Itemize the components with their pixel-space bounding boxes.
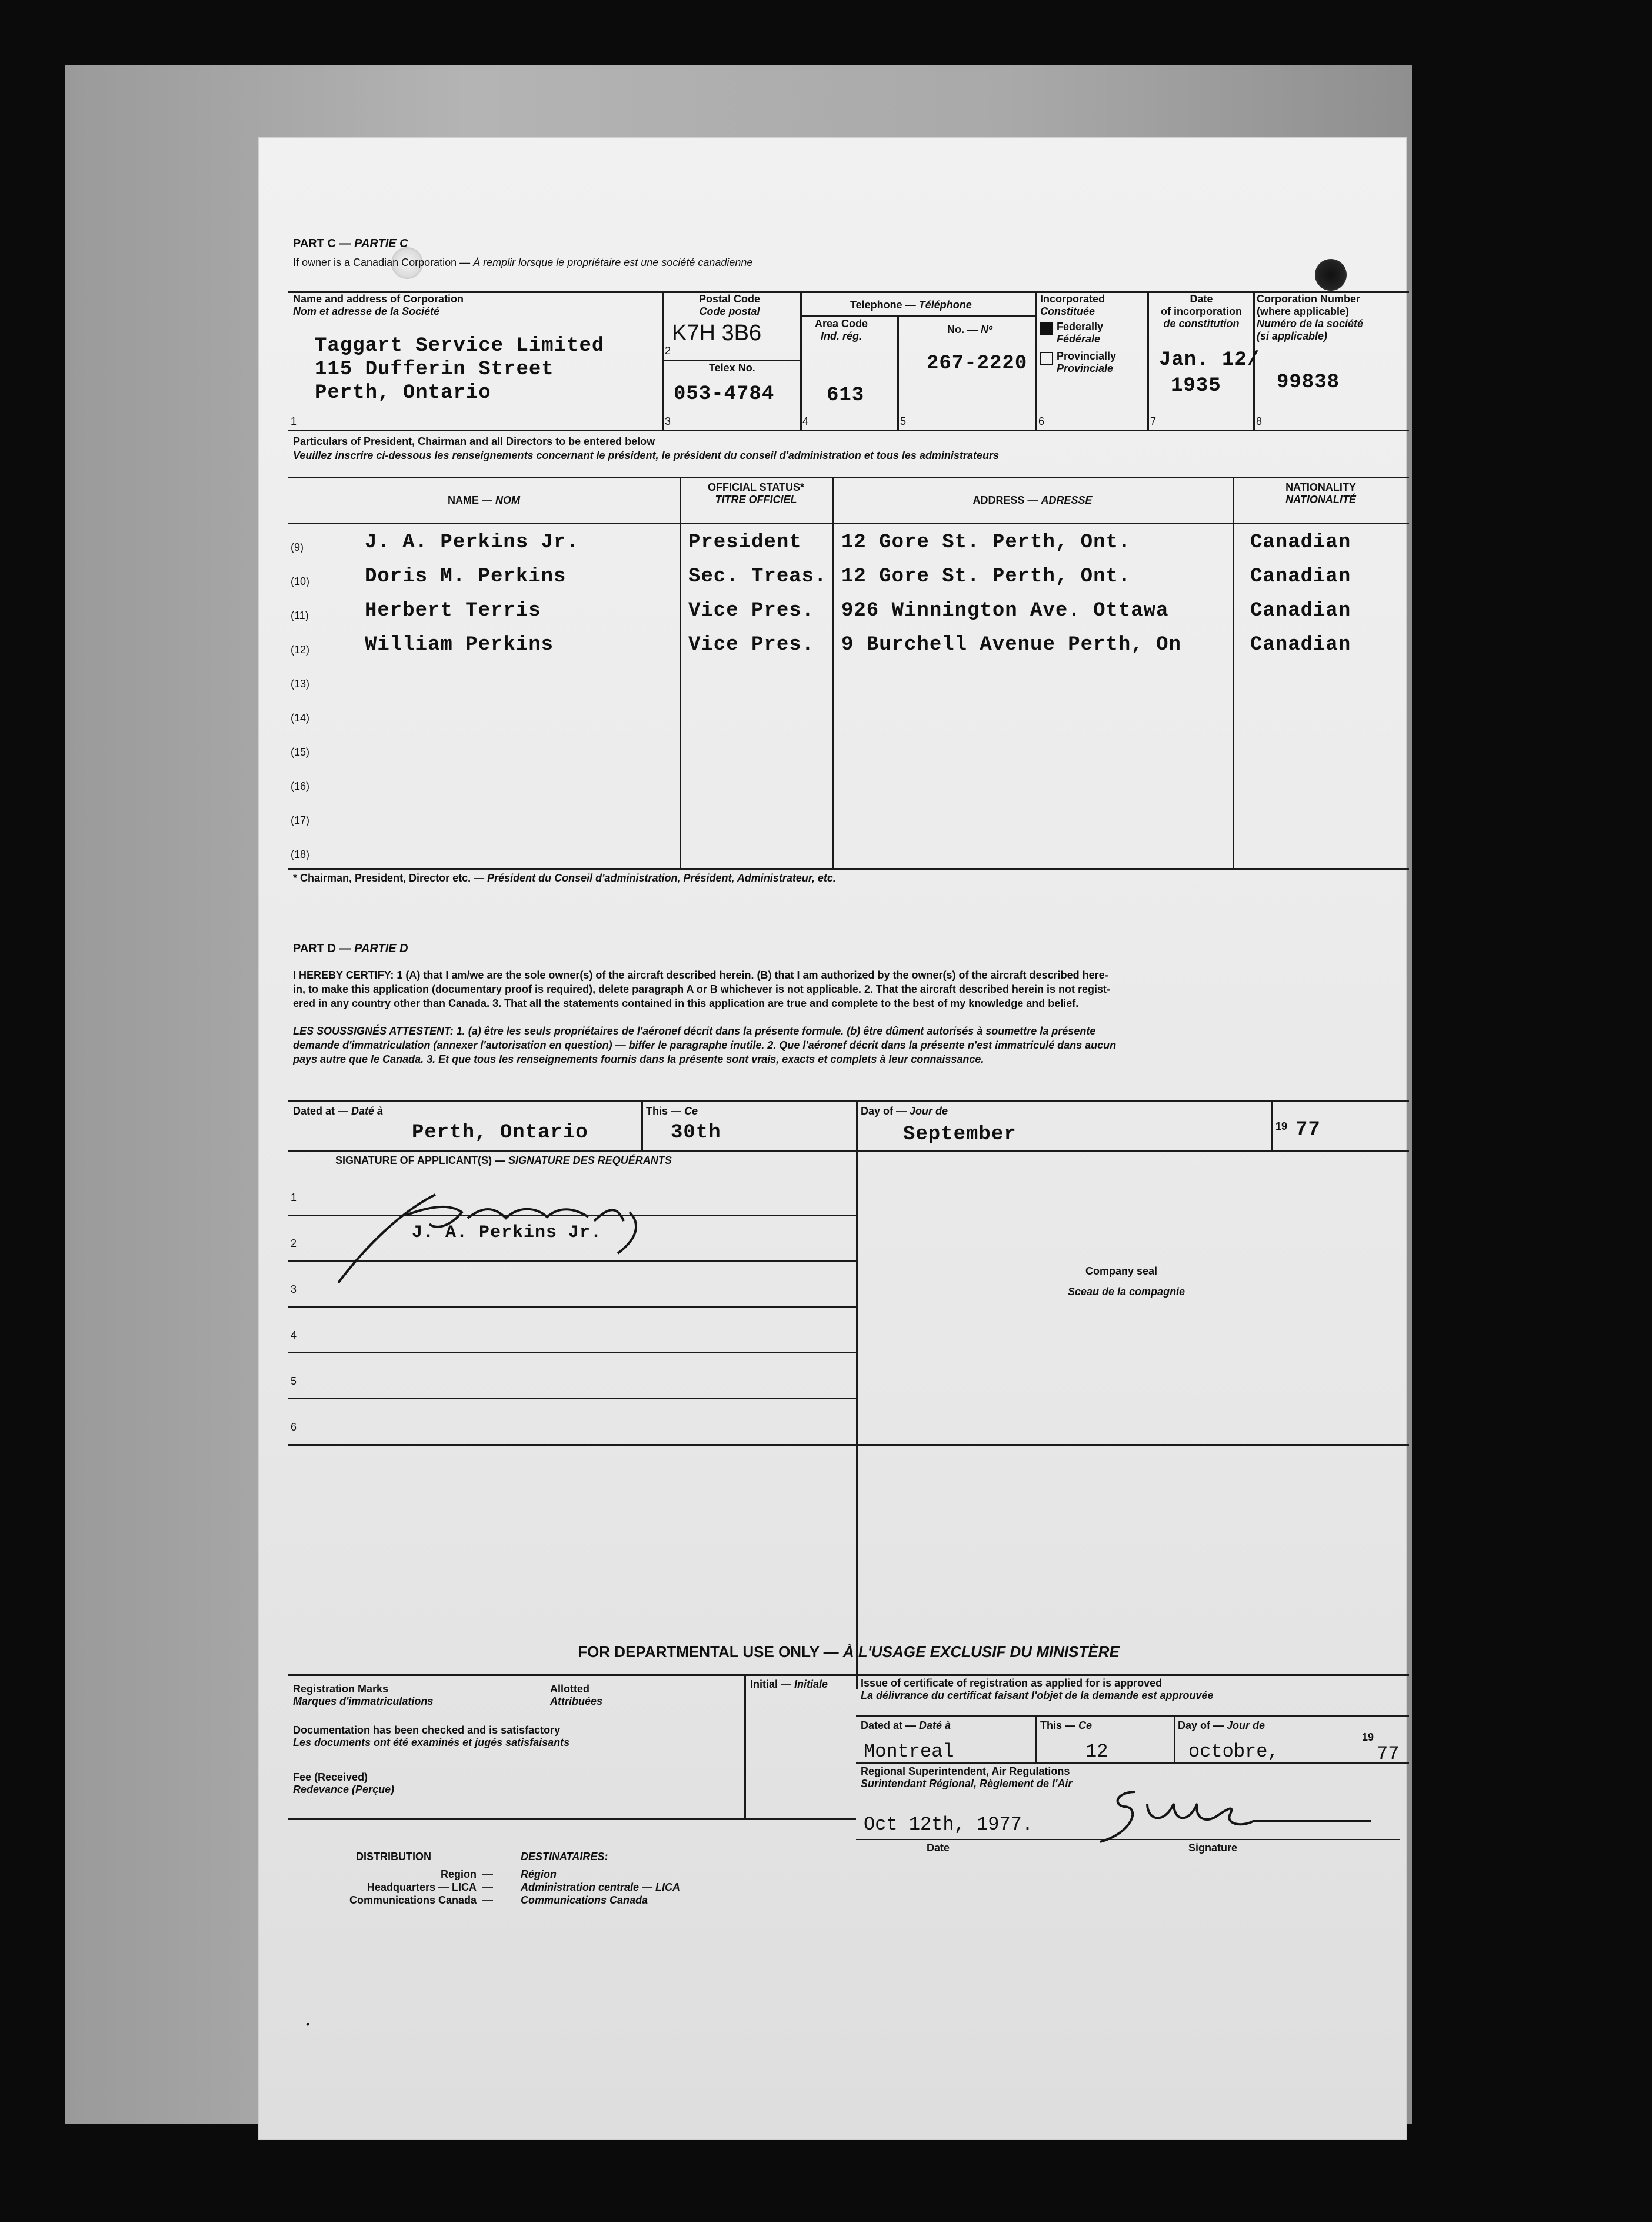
- signature-caption: Signature: [1188, 1842, 1238, 1854]
- row-number: (14): [291, 712, 310, 724]
- year-prefix: 19: [1275, 1120, 1288, 1132]
- postal-code-label: Postal Code Code postal: [698, 293, 761, 317]
- table-row: [288, 661, 1409, 696]
- issue-approved-label: Issue of certificate of registration as applied for is approved La délivrance du certificat faisant l'objet de la demande est approuvée: [861, 1677, 1214, 1701]
- dept-dated-at-label: Dated at — Daté à: [861, 1719, 951, 1731]
- federally-checkbox[interactable]: [1040, 322, 1053, 335]
- table-row: [288, 696, 1409, 730]
- incorporation-date-label: Date of incorporation de constitution: [1161, 293, 1242, 330]
- phone-number-value: 267-2220: [927, 352, 1028, 375]
- signature-line-number: 3: [291, 1283, 297, 1295]
- row-number: (18): [291, 849, 310, 860]
- signature-line-number: 6: [291, 1421, 297, 1433]
- destinataires-label: DESTINATAIRES:: [521, 1851, 608, 1862]
- table-row: [288, 559, 1409, 593]
- distribution-dash: —: [482, 1881, 493, 1893]
- company-seal-label: Company seal: [1085, 1265, 1158, 1277]
- fee-label: Fee (Received) Redevance (Perçue): [293, 1771, 395, 1795]
- row-number: (12): [291, 644, 310, 656]
- dept-this-value: 12: [1085, 1741, 1108, 1762]
- row-number: (17): [291, 814, 310, 826]
- director-status: Vice Pres.: [688, 600, 815, 622]
- director-nationality: Canadian: [1250, 566, 1351, 588]
- corp-name-address: Taggart Service Limited 115 Dufferin Street Perth, Ontario: [315, 335, 605, 404]
- dated-at-label: Dated at — Daté à: [293, 1105, 384, 1117]
- certification-french: LES SOUSSIGNÉS ATTESTENT: 1. (a) être les seuls propriétaires de l'aéronef décrit dans la présente formule. (b) être dûment autorisés à soumettre la présente demande d'immatriculation (annexer l'autorisation en question) — biffer le paragraphe inutile. 2. Que l'aéronef décrit dans la présente n'est immatriculé dans aucun pays autre que le Canada. 3. Et que tous les renseignements fournis dans la présente sont vrais, exacts et complets à leur connaissance.: [293, 1025, 1117, 1065]
- approval-date-value: Oct 12th, 1977.: [864, 1814, 1034, 1835]
- departmental-use-heading: FOR DEPARTMENTAL USE ONLY — À L'USAGE EXCLUSIF DU MINISTÈRE: [578, 1643, 1120, 1661]
- signature-line-number: 2: [291, 1238, 297, 1249]
- row-number: (11): [291, 610, 309, 621]
- distribution-dash: —: [482, 1894, 493, 1906]
- row-number: (9): [291, 541, 304, 553]
- row-number: (13): [291, 678, 310, 690]
- table-row: [288, 764, 1409, 798]
- table-row: [288, 798, 1409, 832]
- superintendent-signature: [1077, 1780, 1383, 1851]
- table-row: [288, 593, 1409, 627]
- director-name: Doris M. Perkins: [365, 566, 567, 588]
- distribution-item-fr: Région: [521, 1868, 557, 1880]
- director-nationality: Canadian: [1250, 600, 1351, 622]
- dept-month-value: octobre,: [1188, 1741, 1279, 1762]
- column-header-address: ADDRESS — ADRESSE: [972, 494, 1093, 506]
- dept-this-label: This — Ce: [1040, 1719, 1093, 1731]
- particulars-note-fr: Veuillez inscrire ci-dessous les renseignements concernant le président, le président du conseil d'administration et tous les administrateurs: [293, 450, 999, 461]
- area-code-label: Area Code Ind. rég.: [815, 318, 868, 342]
- part-c-heading: PART C — PARTIE C: [293, 237, 408, 250]
- company-seal-label-fr: Sceau de la compagnie: [1068, 1286, 1185, 1298]
- director-address: 12 Gore St. Perth, Ont.: [841, 566, 1131, 588]
- cell-number: 5: [900, 415, 907, 427]
- cell-number: 8: [1256, 415, 1263, 427]
- director-address: 9 Burchell Avenue Perth, On: [841, 634, 1181, 656]
- signature-line-number: 5: [291, 1375, 297, 1387]
- director-name: William Perkins: [365, 634, 554, 656]
- cell-number: 7: [1150, 415, 1157, 427]
- part-d-heading: PART D — PARTIE D: [293, 942, 408, 955]
- distribution-dash: —: [482, 1868, 493, 1880]
- table-row: [288, 525, 1409, 559]
- distribution-item: Headquarters — LICA: [367, 1881, 477, 1893]
- row-number: (15): [291, 746, 310, 758]
- registration-form: [288, 229, 1409, 2065]
- row-number: (16): [291, 780, 310, 792]
- incorporation-date-value: Jan. 12/ 1935: [1159, 349, 1260, 397]
- cell-number: 4: [802, 415, 809, 427]
- month-value: September: [903, 1123, 1017, 1146]
- date-caption: Date: [927, 1842, 950, 1854]
- director-name: J. A. Perkins Jr.: [365, 531, 579, 554]
- telex-value: 053-4784: [674, 383, 775, 405]
- postal-code-value: K7H 3B6: [672, 321, 762, 345]
- allotted-label: Allotted Attribuées: [550, 1683, 603, 1707]
- dept-year-prefix: 19: [1362, 1731, 1374, 1743]
- area-code-value: 613: [827, 384, 865, 407]
- table-row: [288, 832, 1409, 866]
- punch-hole: [1315, 259, 1347, 291]
- director-status: President: [688, 531, 802, 554]
- phone-number-label: No. — Nº: [947, 324, 992, 335]
- incorporated-label: Incorporated Constituée: [1040, 293, 1105, 317]
- cell-number: 2: [665, 345, 671, 357]
- provincially-checkbox[interactable]: [1040, 352, 1053, 365]
- status-footnote: * Chairman, President, Director etc. — Président du Conseil d'administration, Président, Administrateur, etc.: [293, 872, 836, 884]
- telex-label: Telex No.: [709, 362, 755, 374]
- dept-dated-at-value: Montreal: [864, 1741, 954, 1762]
- cell-number: 1: [291, 415, 297, 427]
- corp-name-label: Name and address of Corporation Nom et adresse de la Société: [293, 293, 464, 317]
- director-nationality: Canadian: [1250, 634, 1351, 656]
- signature-line-number: 1: [291, 1192, 297, 1203]
- day-of-label: Day of — Jour de: [861, 1105, 948, 1117]
- distribution-item-fr: Administration centrale — LICA: [521, 1881, 681, 1893]
- this-day-value: 30th: [671, 1122, 721, 1144]
- distribution-label: DISTRIBUTION: [356, 1851, 431, 1862]
- telephone-label: Telephone — Téléphone: [850, 299, 972, 311]
- director-address: 926 Winnington Ave. Ottawa: [841, 600, 1169, 622]
- page-mark: •: [306, 2018, 310, 2030]
- provincially-label: Provincially Provinciale: [1057, 350, 1117, 374]
- part-c-intro: If owner is a Canadian Corporation — À remplir lorsque le propriétaire est une société canadienne: [293, 257, 753, 268]
- cell-number: 6: [1038, 415, 1045, 427]
- corp-number-value: 99838: [1277, 371, 1340, 394]
- table-row: [288, 627, 1409, 661]
- documentation-checked-label: Documentation has been checked and is satisfactory Les documents ont été examinés et jugés satisfaisants: [293, 1724, 570, 1748]
- cell-number: 3: [665, 415, 671, 427]
- signature-line-number: 4: [291, 1329, 297, 1341]
- column-header-status: OFFICIAL STATUS* TITRE OFFICIEL: [708, 481, 804, 505]
- signature-applicants-label: SIGNATURE OF APPLICANT(S) — SIGNATURE DES REQUÉRANTS: [335, 1155, 672, 1166]
- table-row: [288, 730, 1409, 764]
- signer-name: J. A. Perkins Jr.: [412, 1223, 602, 1243]
- year-value: 77: [1295, 1119, 1321, 1141]
- registration-marks-label: Registration Marks Marques d'immatriculations: [293, 1683, 434, 1707]
- column-header-name: NAME — NOM: [447, 494, 520, 506]
- director-name: Herbert Terris: [365, 600, 541, 622]
- row-number: (10): [291, 576, 310, 587]
- director-nationality: Canadian: [1250, 531, 1351, 554]
- dept-year-value: 77: [1377, 1743, 1400, 1765]
- federally-label: Federally Fédérale: [1057, 321, 1104, 345]
- distribution-item: Region: [441, 1868, 477, 1880]
- corp-number-label: Corporation Number (where applicable) Numéro de la société (si applicable): [1257, 293, 1364, 342]
- particulars-note: Particulars of President, Chairman and all Directors to be entered below: [293, 435, 655, 447]
- distribution-item: Communications Canada: [349, 1894, 477, 1906]
- column-header-nationality: NATIONALITY NATIONALITÉ: [1285, 481, 1356, 505]
- initial-label: Initial — Initiale: [750, 1678, 828, 1690]
- this-day-label: This — Ce: [646, 1105, 698, 1117]
- director-status: Sec. Treas.: [688, 566, 827, 588]
- distribution-item-fr: Communications Canada: [521, 1894, 648, 1906]
- certification-english: I HEREBY CERTIFY: 1 (A) that I am/we are the sole owner(s) of the aircraft described herein. (B) that I am authorized by the owner(s) of the aircraft described here- in, to make this application (documentary proof is required), delete paragraph A or B whichever is not applicable. 2. That the aircraft described herein is not regist- ered in any country other than Canada. 3. That all the statements contained in this application are true and complete to the best of my knowledge and belief.: [293, 969, 1110, 1009]
- director-status: Vice Pres.: [688, 634, 815, 656]
- dated-at-value: Perth, Ontario: [412, 1122, 588, 1144]
- director-address: 12 Gore St. Perth, Ont.: [841, 531, 1131, 554]
- dept-day-of-label: Day of — Jour de: [1178, 1719, 1265, 1731]
- superintendent-label: Regional Superintendent, Air Regulations Surintendant Régional, Règlement de l'Air: [861, 1765, 1073, 1789]
